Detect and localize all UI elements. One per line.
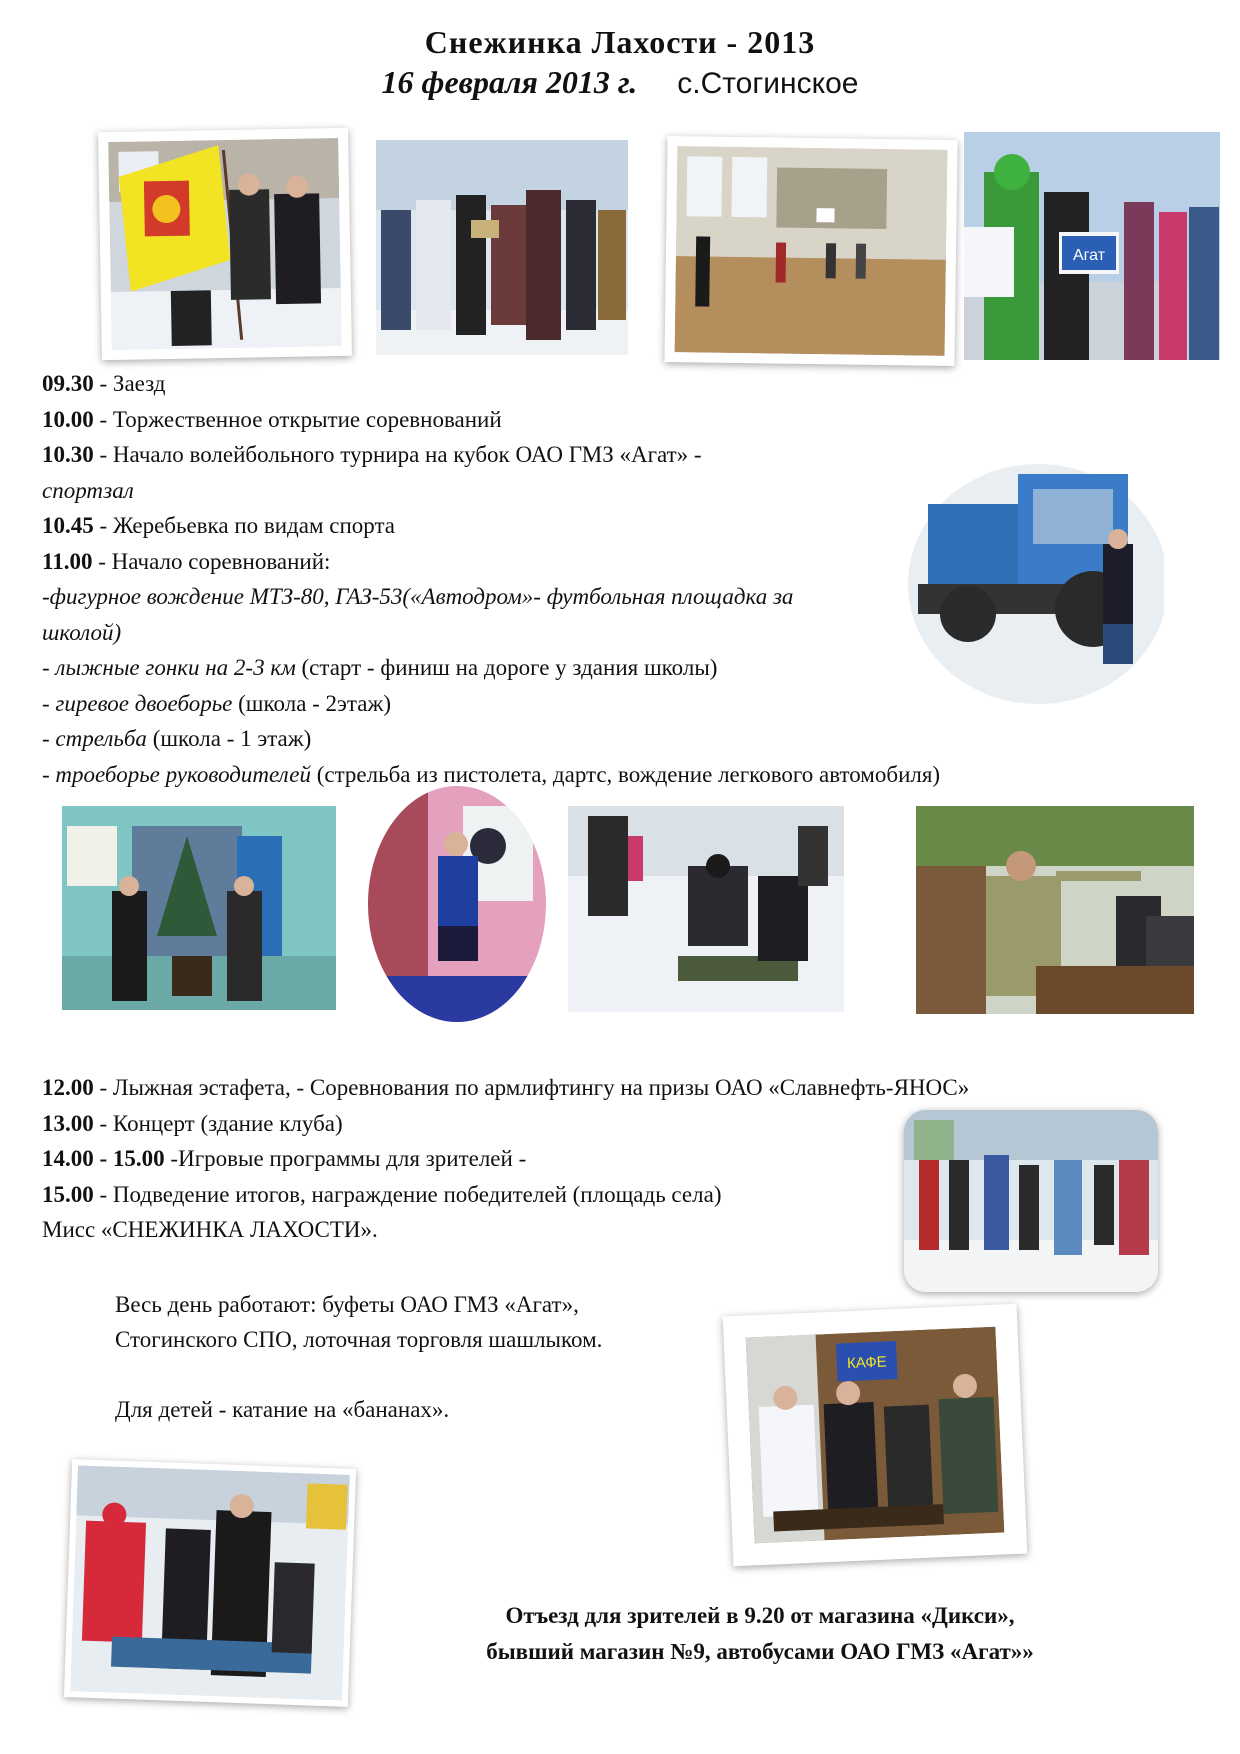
photo-kids-banana: [64, 1459, 356, 1707]
event-date: 16 февраля 2013 г.: [381, 64, 638, 100]
photo-ski-relay: [904, 1110, 1158, 1292]
schedule-line: 10.00 - Торжественное открытие соревнований: [42, 406, 502, 432]
schedule-morning: [42, 366, 941, 792]
photo-sled-race: [568, 806, 844, 1012]
info-paragraph: [115, 1287, 755, 1427]
schedule-line: школой): [42, 619, 122, 645]
photo-crowd-welcome: [376, 140, 628, 355]
schedule-line: 11.00 - Начало соревнований:: [42, 548, 331, 574]
schedule-line: - гиревое двоеборье (школа - 2этаж): [42, 690, 392, 716]
schedule-line: - троеборье руководителей (стрельба из пистолета, дартс, вождение легкового автомобиля): [42, 761, 941, 787]
departure-note: [400, 1598, 1120, 1670]
event-place: с.Стогинское: [677, 67, 859, 100]
schedule-line: 13.00 - Концерт (здание клуба): [42, 1110, 343, 1136]
photo-parade-signs: [964, 132, 1220, 360]
schedule-line: 14.00 - 15.00 -Игровые программы для зрителей -: [42, 1146, 527, 1171]
photo-shooting: [916, 806, 1194, 1014]
info-line: Весь день работают: буфеты ОАО ГМЗ «Агат»,: [115, 1292, 579, 1317]
schedule-line: 12.00 - Лыжная эстафета, - Соревнования по армлифтингу на призы ОАО «Славнефть-ЯНОС»: [42, 1075, 970, 1100]
sign-agat-text: Агат: [1072, 247, 1106, 264]
schedule-line: спортзал: [42, 477, 134, 503]
photo-stage-concert: [62, 806, 336, 1010]
sign-kafe-text: КАФЕ: [846, 1353, 888, 1373]
departure-line: Отъезд для зрителей в 9.20 от магазина «Дикси»,: [505, 1603, 1015, 1628]
event-subtitle: [0, 64, 1240, 101]
departure-line: бывший магазин №9, автобусами ОАО ГМЗ «Агат»»: [486, 1639, 1034, 1664]
schedule-line: 09.30 - Заезд: [42, 371, 166, 396]
schedule-line: - лыжные гонки на 2-3 км (старт - финиш на дороге у здания школы): [42, 655, 718, 680]
info-line: Стогинского СПО, лоточная торговля шашлыком.: [115, 1327, 603, 1352]
photo-flag-group: [98, 128, 352, 360]
info-line: Для детей - катание на «бананах».: [115, 1397, 450, 1422]
photo-gym: [664, 136, 957, 366]
schedule-line: -фигурное вождение МТЗ-80, ГАЗ-53(«Автодром»- футбольная площадка за: [42, 584, 794, 609]
page-title: Снежинка Лахости - 2013: [424, 24, 816, 60]
photo-kettlebell-oval: [368, 786, 546, 1022]
photo-cafe-stall: [723, 1304, 1028, 1567]
schedule-line: 10.30 - Начало волейбольного турнира на кубок ОАО ГМЗ «Агат» -: [42, 442, 702, 467]
photo-tractor: [908, 444, 1164, 714]
schedule-line: - стрельба (школа - 1 этаж): [42, 726, 312, 751]
schedule-line: Мисс «СНЕЖИНКА ЛАХОСТИ».: [42, 1217, 378, 1242]
schedule-line: 10.45 - Жеребьевка по видам спорта: [42, 513, 396, 538]
schedule-line: 15.00 - Подведение итогов, награждение победителей (площадь села): [42, 1181, 722, 1207]
